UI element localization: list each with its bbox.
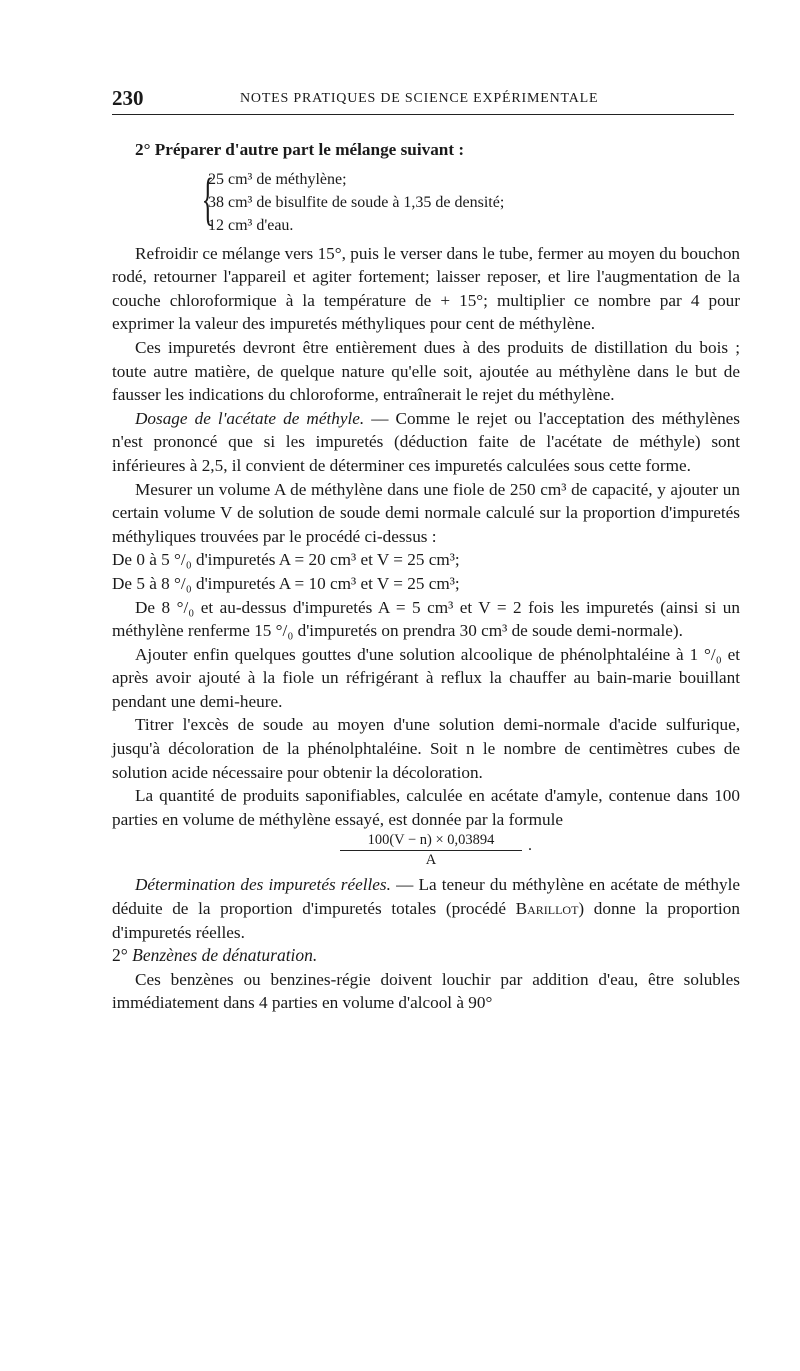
mixture-item: 25 cm³ de méthylène; [208, 170, 347, 188]
formula-numerator: 100(V − n) × 0,03894 [340, 833, 522, 851]
dose-line: De 0 à 5 °/₀ d'impuretés A = 20 cm³ et V = 25 cm³; [112, 550, 460, 570]
real-impurities-text-b: ) donne la proportion d'impuretés réelles. [112, 899, 740, 942]
page-body [112, 138, 740, 1015]
formula-period: . [528, 837, 532, 855]
paragraph-acetate-dosage [112, 407, 740, 478]
mixture-list [201, 165, 740, 238]
formula-block [112, 832, 740, 869]
section-title: Benzènes de dénaturation. [132, 945, 318, 966]
formula-denominator: A [425, 852, 437, 869]
mixture-intro: 2° Préparer d'autre part le mélange suivant : [135, 140, 465, 159]
page-header [112, 84, 734, 115]
section-heading [112, 944, 740, 968]
dose-line: De 5 à 8 °/₀ d'impuretés A = 10 cm³ et V = 25 cm³; [112, 573, 460, 593]
mixture-item: 38 cm³ de bisulfite de soude à 1,35 de densité; [208, 193, 505, 211]
paragraph-titration: Titrer l'excès de soude au moyen d'une solution demi-normale d'acide sulfurique, jusqu'à décoloration de la phénolphtaléine. Soit n le nombre de centimètres cubes de solution acide nécessaire pour obtenir la décoloration. [112, 715, 740, 782]
real-impurities-text-a: — La teneur du méthylène en acétate de méthyle déduite de la proportion d'impuretés totales (procédé [112, 875, 740, 919]
author-name: Barillot [515, 899, 579, 919]
paragraph-impurities: Ces impuretés devront être entièrement dues à des produits de distillation du bois ; toute autre matière, de quelque nature qu'elle soit, ajoutée au méthylène dans le but de fausser les indications du chloroforme, entraînerait le rejet du méthylène. [112, 337, 740, 405]
mixture-item: 12 cm³ d'eau. [208, 216, 294, 234]
real-impurities-heading: Détermination des impuretés réelles. [135, 875, 391, 895]
page-number: 230 [112, 86, 144, 110]
paragraph-benzenes: Ces benzènes ou benzines-régie doivent louchir par addition d'eau, être solubles immédiatement dans 4 parties en volume d'alcool à 90° [112, 969, 740, 1013]
acetate-dosage-text: — Comme le rejet ou l'acceptation des méthylènes n'est prononcé que si les impuretés (déduction faite de l'acétate de méthyle) sont inférieures à 2,5, il convient de déterminer ces impuretés calculées sous cette forme. [112, 408, 740, 475]
paragraph-real-impurities [112, 873, 740, 944]
paragraph-phenolphthalein: Ajouter enfin quelques gouttes d'une solution alcoolique de phénolphtaléine à 1 °/₀ et après avoir ajouté à la fiole un réfrigérant à reflux la chauffer au bain-marie bouillant pendant une demi-heure. [112, 644, 740, 711]
paragraph-dose-high: De 8 °/₀ et au-dessus d'impuretés A = 5 cm³ et V = 2 fois les impuretés (ainsi si un méthylène renferme 15 °/₀ d'impuretés on prendra 30 cm³ de soude demi-normale). [112, 597, 740, 641]
paragraph-saponifiable: La quantité de produits saponifiables, calculée en acétate d'amyle, contenue dans 100 parties en volume de méthylène essayé, est donnée par la formule [112, 786, 740, 829]
section-number: 2° [112, 945, 128, 966]
acetate-dosage-heading: Dosage de l'acétate de méthyle. [135, 408, 365, 428]
running-title: NOTES PRATIQUES DE SCIENCE EXPÉRIMENTALE [240, 91, 599, 106]
formula [340, 832, 532, 869]
paragraph-measure: Mesurer un volume A de méthylène dans une fiole de 250 cm³ de capacité, y ajouter un certain volume V de solution de soude demi normale calculé sur la proportion d'impuretés méthyliques trouvées par le procédé ci-dessus : [112, 479, 740, 546]
curly-brace-icon: { [201, 165, 215, 231]
paragraph-cooling: Refroidir ce mélange vers 15°, puis le verser dans le tube, fermer au moyen du bouchon rodé, retourner l'appareil et agiter fortement; laisser reposer, et lire l'augmentation de la couche chloroformique à la température de + 15°; multiplier ce nombre par 4 pour exprimer la valeur des impuretés méthyliques pour cent de méthylène. [112, 243, 740, 334]
